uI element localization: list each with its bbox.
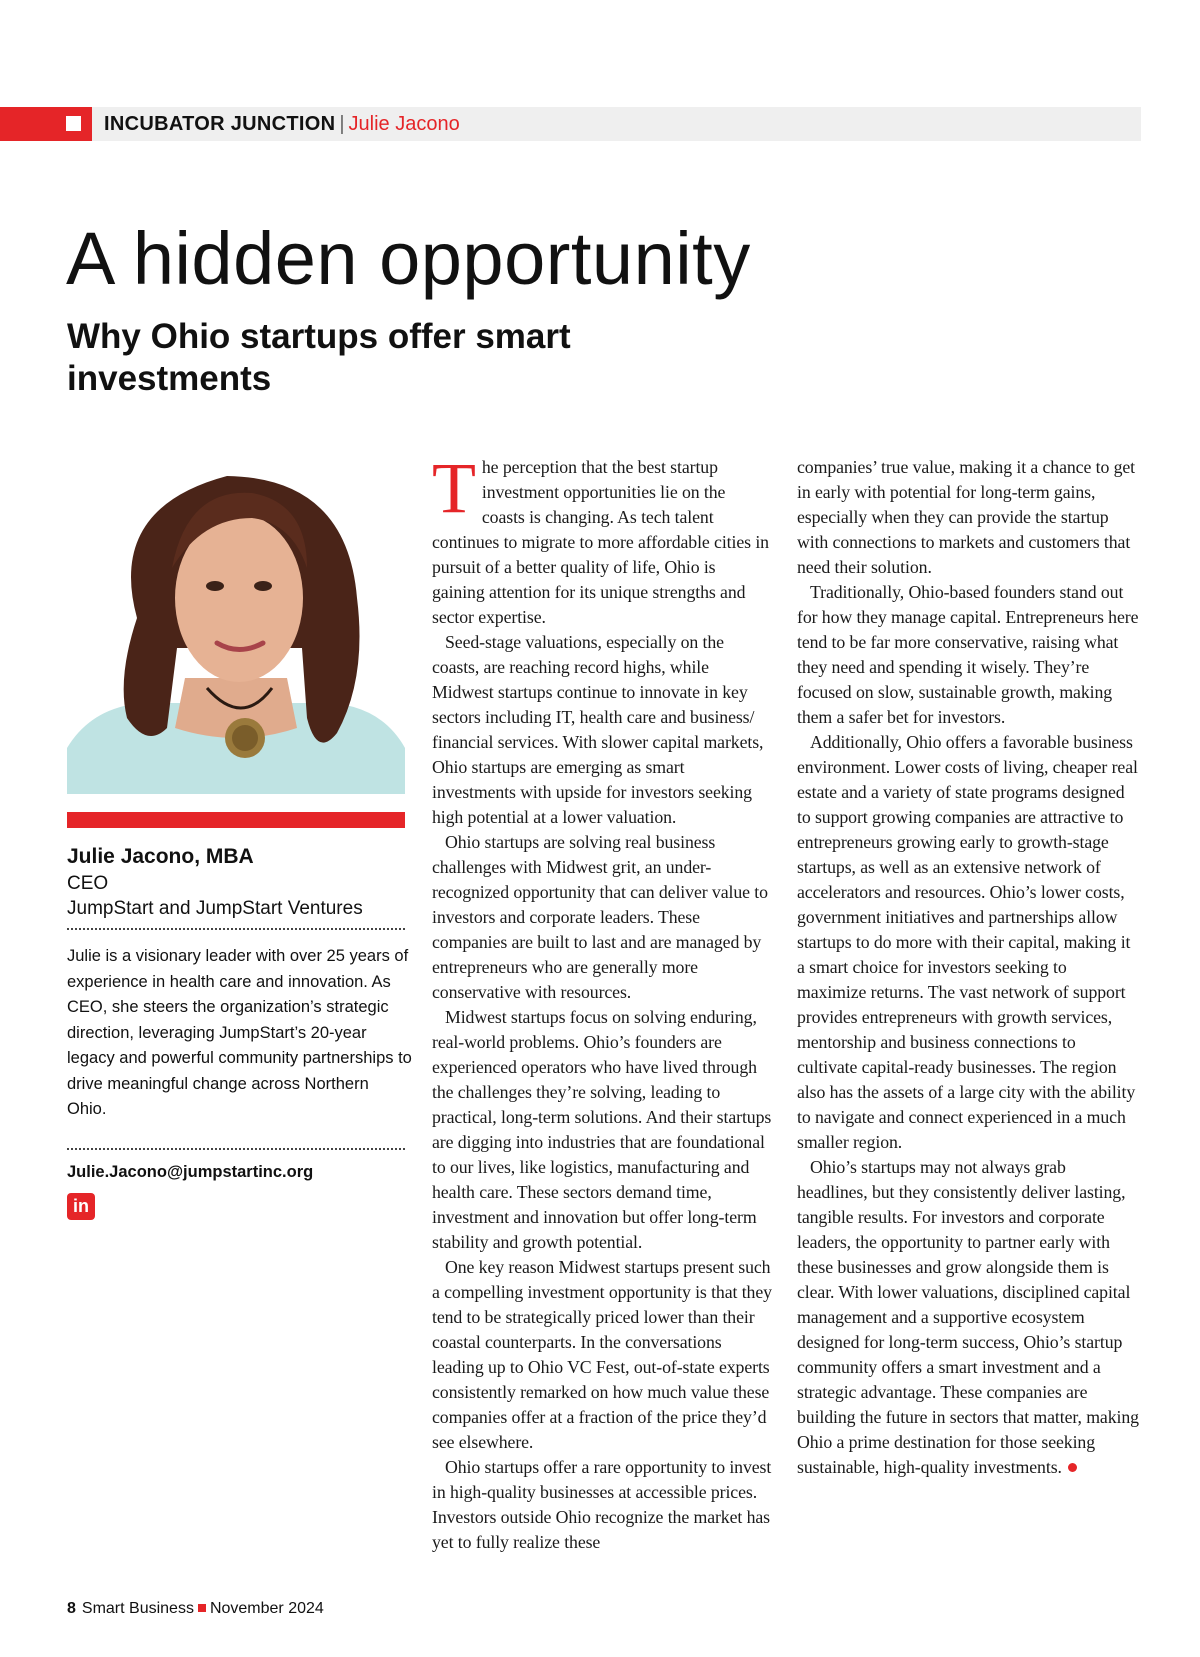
article-column-2 [797,455,1139,1480]
photo-accent-bar [67,812,405,828]
page-number: 8 [67,1600,76,1617]
article-paragraph: companies’ true value, making it a chance to get in early with potential for long-term gains, especially when they can provide the startup with connections to markets and customers that need their solution. [797,457,1136,577]
article-column-1 [432,448,772,1555]
section-label: INCUBATOR JUNCTION [104,113,336,135]
article-title: A hidden opportunity [66,217,751,300]
author-photo [67,448,405,794]
header-author: Julie Jacono [348,113,460,135]
header-separator: | [339,113,345,135]
header-text [104,107,460,141]
bio-email-link[interactable]: Julie.Jacono@jumpstartinc.org [67,1163,314,1181]
article-paragraph: One key reason Midwest startups present such a compelling investment opportunity is that they tend to be strategically priced lower than their coastal counterparts. In the conversations leading up to Ohio VC Fest, out-of-state experts consistently remarked on how much value these companies offer at a fraction of the price they’d see elsewhere. [432,1257,772,1452]
article-paragraph: Midwest startups focus on solving enduring, real-world problems. Ohio’s founders are experienced operators who have lived through the challenges they’re solving, leading to practical, long-term solutions. And their startups are digging into industries that are foundational to our lives, like logistics, manufacturing and health care. These sectors demand time, investment and innovation but offer long-term stability and growth potential. [432,1007,772,1252]
publication-name: Smart Business [81,1600,194,1617]
article-subtitle: Why Ohio startups offer smart investments [67,317,571,398]
bio-text: Julie is a visionary leader with over 25 years of experience in health care and innovation. As CEO, she steers the organization’s strategic direction, leveraging JumpStart’s 20-year legacy and powerful community partnerships to drive meaningful change across Northern Ohio. [67,947,412,1118]
linkedin-icon[interactable]: in [67,1193,95,1220]
article-paragraph-last: Ohio’s startups may not always grab headlines, but they consistently deliver lasting, tangible results. For investors and corporate leaders, the opportunity to partner early with these businesses and grow alongside them is clear. With lower valuations, disciplined capital management and a supportive ecosystem designed for long-term success, Ohio’s startup community offers a smart investment and a strategic advantage. These companies are building the future in sectors that matter, making Ohio a prime destination for those seeking sustainable, high-quality investments. [797,1157,1139,1477]
article-paragraph: The perception that the best startup investment opportunities lie on the coasts is changing. As tech talent continues to migrate to more affordable cities in pursuit of a better quality of life, Ohio is gaining attention for its unique strengths and sector expertise. [432,448,769,627]
header-accent-block [0,107,92,141]
article-paragraph: Seed-stage valuations, especially on the coasts, are reaching record highs, while Midwest startups continue to innovate in key sectors including IT, health care and business/ financial services. With slower capital markets, Ohio startups are emerging as smart investments with upside for investors seeking high potential at a lower valuation. [432,632,764,827]
article-paragraph: Ohio startups are solving real business challenges with Midwest grit, an under-recognized opportunity that can deliver value to investors and corporate leaders. These companies are built to last and are managed by entrepreneurs who are generally more conservative with resources. [432,832,768,1002]
bio-divider-bottom [67,1148,405,1150]
section-header [0,107,1141,141]
article-paragraph: Ohio startups offer a rare opportunity to invest in high-quality businesses at accessible prices. Investors outside Ohio recognize the market has yet to fully realize these [432,1457,772,1552]
drop-cap: T [432,448,476,528]
bio-name: Julie Jacono, MBA [67,845,254,868]
page-footer [67,1600,324,1618]
issue-date: November 2024 [209,1600,324,1617]
article-paragraph: Additionally, Ohio offers a favorable business environment. Lower costs of living, cheaper real estate and a variety of state programs designed to support growing companies are attractive to entrepreneurs growing early to growth-stage startups, as well as an extensive network of accelerators and resources. Ohio’s lower costs, government initiatives and partnerships allow startups to do more with their capital, making it a smart choice for investors seeking to maximize returns. The vast network of support provides entrepreneurs with growth services, mentorship and business connections to cultivate capital-ready businesses. The region also has the assets of a large city with the ability to navigate and connect experienced in a much smaller region. [797,732,1138,1152]
bio-organization: JumpStart and JumpStart Ventures [67,898,363,919]
red-dot-icon [1068,1463,1077,1472]
bio-role: CEO [67,873,109,894]
bio-divider-top [67,928,405,930]
white-square-icon [66,116,81,131]
article-paragraph: Traditionally, Ohio-based founders stand out for how they manage capital. Entrepreneurs here tend to be far more conservative, raising what they need and spending it wisely. They’re focused on slow, sustainable growth, making them a safer bet for investors. [797,582,1139,727]
red-square-icon [198,1604,206,1612]
